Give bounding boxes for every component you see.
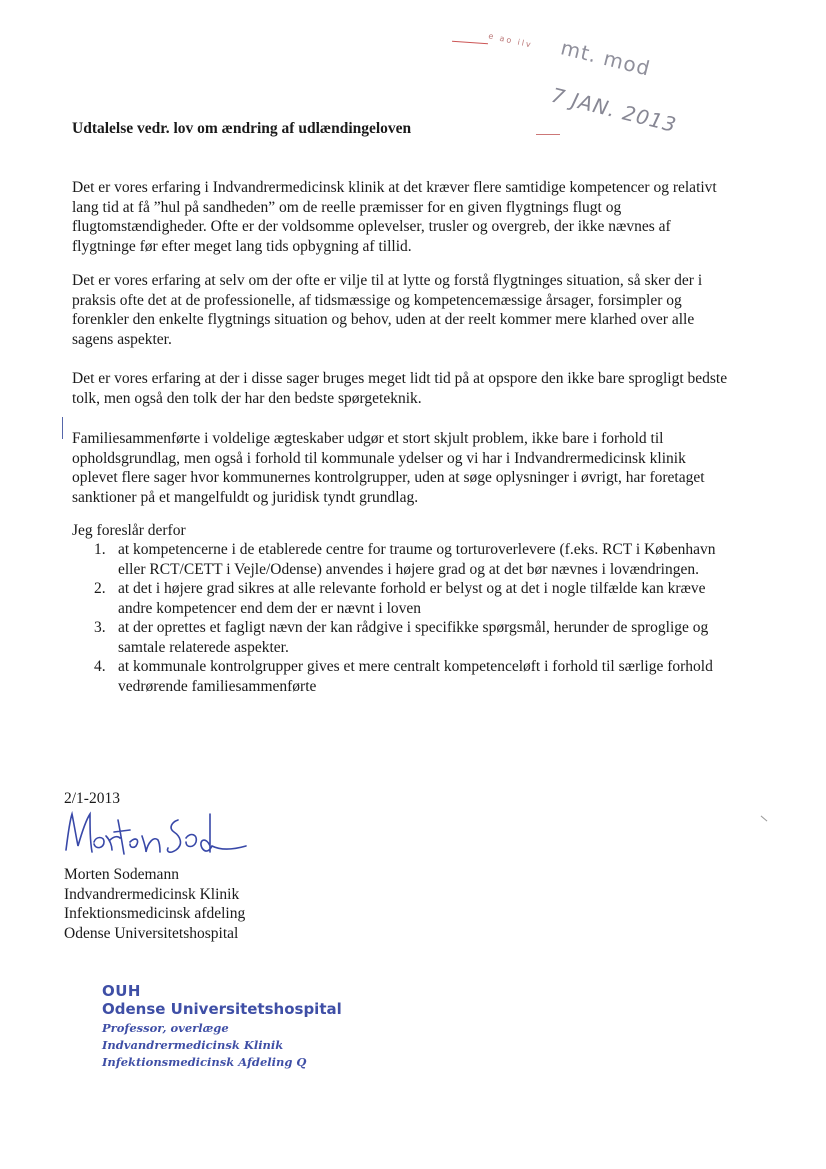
list-item xyxy=(72,579,732,618)
hospital-stamp-abbr: OUH xyxy=(102,982,141,1000)
paragraph-2: Det er vores erfaring at selv om der ofte er vilje til at lytte og forstå flygtninges situation, så sker der i praksis ofte det at de professionelle, af tidsmæssige og kompetencemæssige årsager, forsimpler og forenkler den enkelte flygtnings situation og behov, uden at der reelt kommer mere klarhed over alle sagens aspekter. xyxy=(72,272,703,348)
proposals-intro: Jeg foreslår derfor xyxy=(72,522,186,539)
list-item xyxy=(72,657,732,696)
stamp-mark xyxy=(452,41,488,45)
document-date: 2/1-2013 xyxy=(64,790,120,807)
margin-mark xyxy=(62,417,63,439)
list-item-number: 4. xyxy=(94,658,106,675)
hospital-stamp-clinic: Indvandrermedicinsk Klinik xyxy=(102,1038,284,1052)
hospital-stamp-department: Infektionsmedicinsk Afdeling Q xyxy=(102,1055,307,1069)
stamp-date-text: 7 JAN. 2013 xyxy=(549,82,680,138)
document-title: Udtalelse vedr. lov om ændring af udlændingeloven xyxy=(72,120,412,137)
paragraph-1: Det er vores erfaring i Indvandrermedicinsk klinik at det kræver flere samtidige kompetencer og relativt lang tid at få ”hul på sandheden” om de reelle præmisser for en given flygtnings flugt og flugtomstændigheder. Ofte er der voldsomme oplevelser, trusler og overgreb, der ikke nævnes af flygtninge før efter meget lang tids opbygning af tillid. xyxy=(72,179,717,255)
stamp-line-1: mt. mod xyxy=(558,35,653,81)
list-item-number: 3. xyxy=(94,619,106,636)
list-item-text: at der oprettes et fagligt nævn der kan rådgive i specifikke spørgsmål, herunder de sproglige og samtale relaterede aspekter. xyxy=(118,619,709,656)
paragraph-4: Familiesammenførte i voldelige ægteskaber udgør et stort skjult problem, ikke bare i forhold til opholdsgrundlag, men også i forhold til kommunale ydelser og vi har i Indvandrermedicinsk klinik oplevet flere sager hvor kommunernes kontrolgrupper, uden at søge oplysninger i øvrigt, har foretaget sanktioner på et mangelfuldt og juridisk tyndt grundlag. xyxy=(72,430,705,506)
stamp-mark xyxy=(536,134,560,135)
signatory-department: Infektionsmedicinsk afdeling xyxy=(64,905,246,922)
scan-mark xyxy=(761,816,768,822)
proposals-list xyxy=(72,540,732,696)
list-item-text: at kommunale kontrolgrupper gives et mere centralt kompetenceløft i forhold til særlige forhold vedrørende familiesammenførte xyxy=(118,658,713,695)
signatory-name: Morten Sodemann xyxy=(64,866,179,883)
signatory-block xyxy=(64,865,245,943)
list-item-text: at kompetencerne i de etablerede centre for traume og torturoverlevere (f.eks. RCT i København eller RCT/CETT i Vejle/Odense) anvendes i højere grad og at det bør nævnes i lovændringen. xyxy=(118,541,716,578)
received-date-stamp xyxy=(440,24,700,144)
list-item-number: 2. xyxy=(94,580,106,597)
hospital-stamp xyxy=(102,982,342,1071)
list-item-number: 1. xyxy=(94,541,106,558)
hospital-stamp-name: Odense Universitetshospital xyxy=(102,1000,342,1018)
signatory-clinic: Indvandrermedicinsk Klinik xyxy=(64,885,240,903)
list-item xyxy=(72,540,732,579)
stamp-dots: e ao ilv xyxy=(487,31,534,50)
handwritten-signature xyxy=(60,806,260,866)
list-item xyxy=(72,618,732,657)
paragraph-3: Det er vores erfaring at der i disse sager bruges meget lidt tid på at opspore den ikke bare sprogligt bedste tolk, men også den tolk der har den bedste spørgeteknik. xyxy=(72,370,728,407)
signatory-hospital: Odense Universitetshospital xyxy=(64,924,239,942)
list-item-text: at det i højere grad sikres at alle relevante forhold er belyst og at det i nogle tilfælde kan kræve andre kompetencer end dem der er nævnt i loven xyxy=(118,580,706,617)
hospital-stamp-title: Professor, overlæge xyxy=(102,1021,229,1035)
